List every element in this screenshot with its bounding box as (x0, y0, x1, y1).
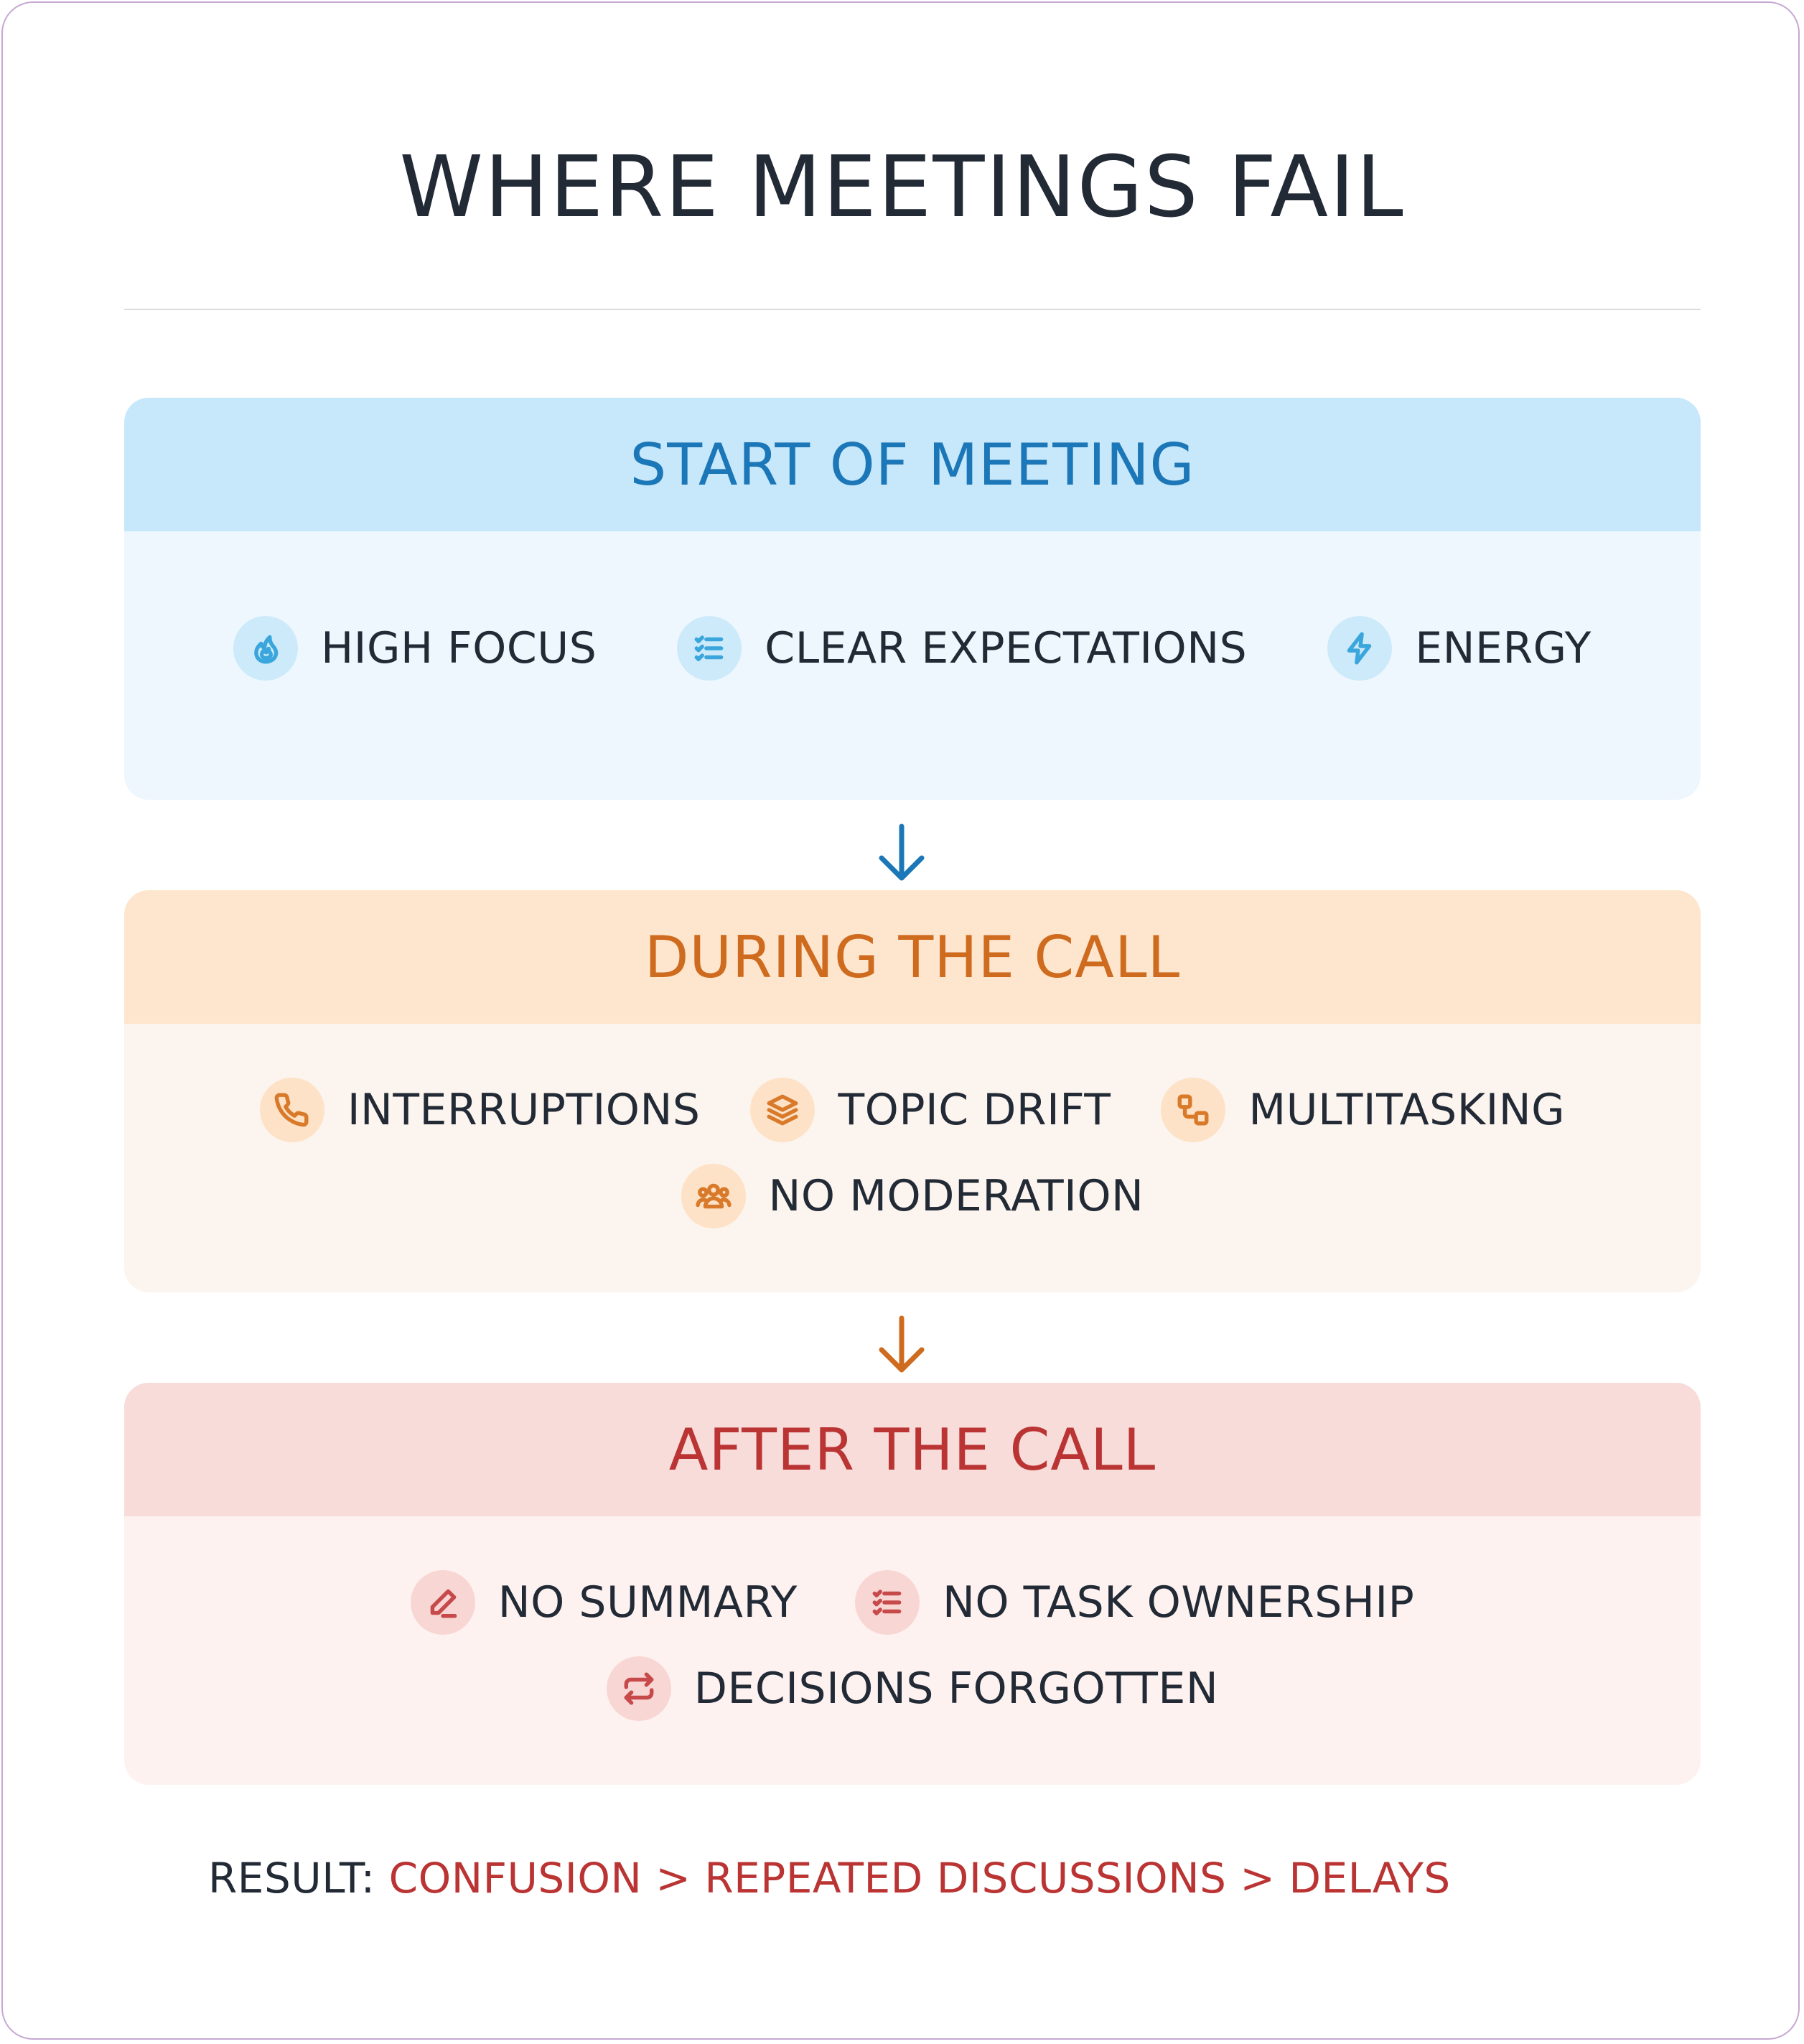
item-no-summary (411, 1570, 798, 1635)
item-label: INTERRUPTIONS (347, 1085, 701, 1135)
section-start-of-meeting (124, 398, 1701, 800)
item-label: NO SUMMARY (497, 1577, 798, 1628)
item-energy (1327, 616, 1592, 681)
item-label: DECISIONS FORGOTTEN (693, 1663, 1219, 1714)
item-interruptions (260, 1078, 701, 1142)
item-decisions-forgotten (607, 1656, 1218, 1721)
title-divider (124, 309, 1701, 310)
arrow-down-icon (873, 821, 930, 885)
item-no-task-ownership (855, 1570, 1414, 1635)
item-label: CLEAR EXPECTATIONS (765, 623, 1248, 673)
arrow-down-icon (873, 1312, 930, 1377)
phone-icon (260, 1078, 324, 1142)
section-heading: DURING THE CALL (124, 890, 1701, 1024)
checklist-icon (677, 616, 742, 681)
section-during-the-call (124, 890, 1701, 1292)
item-label: HIGH FOCUS (321, 623, 597, 673)
layers-icon (750, 1078, 815, 1142)
result-line (208, 1854, 1451, 1903)
section-after-the-call (124, 1383, 1701, 1785)
repeat-icon (607, 1656, 671, 1721)
lightning-icon (1327, 616, 1392, 681)
flame-icon (233, 616, 298, 681)
item-label: NO MODERATION (768, 1171, 1144, 1221)
item-label: MULTITASKING (1248, 1085, 1566, 1135)
section-heading: START OF MEETING (124, 398, 1701, 531)
section-heading: AFTER THE CALL (124, 1383, 1701, 1516)
pencil-icon (411, 1570, 475, 1635)
item-no-moderation (681, 1164, 1144, 1228)
item-label: TOPIC DRIFT (838, 1085, 1111, 1135)
result-chain: CONFUSION > REPEATED DISCUSSIONS > DELAYS (388, 1854, 1451, 1903)
page-title: WHERE MEETINGS FAIL (399, 137, 1405, 236)
item-clear-expectations (677, 616, 1247, 681)
group-icon (681, 1164, 746, 1228)
workflow-icon (1161, 1078, 1225, 1142)
item-label: NO TASK OWNERSHIP (942, 1577, 1415, 1628)
item-topic-drift (750, 1078, 1111, 1142)
item-high-focus (233, 616, 597, 681)
item-label: ENERGY (1415, 623, 1592, 673)
checklist-icon (855, 1570, 920, 1635)
result-prefix: RESULT: (208, 1854, 375, 1903)
item-multitasking (1161, 1078, 1565, 1142)
